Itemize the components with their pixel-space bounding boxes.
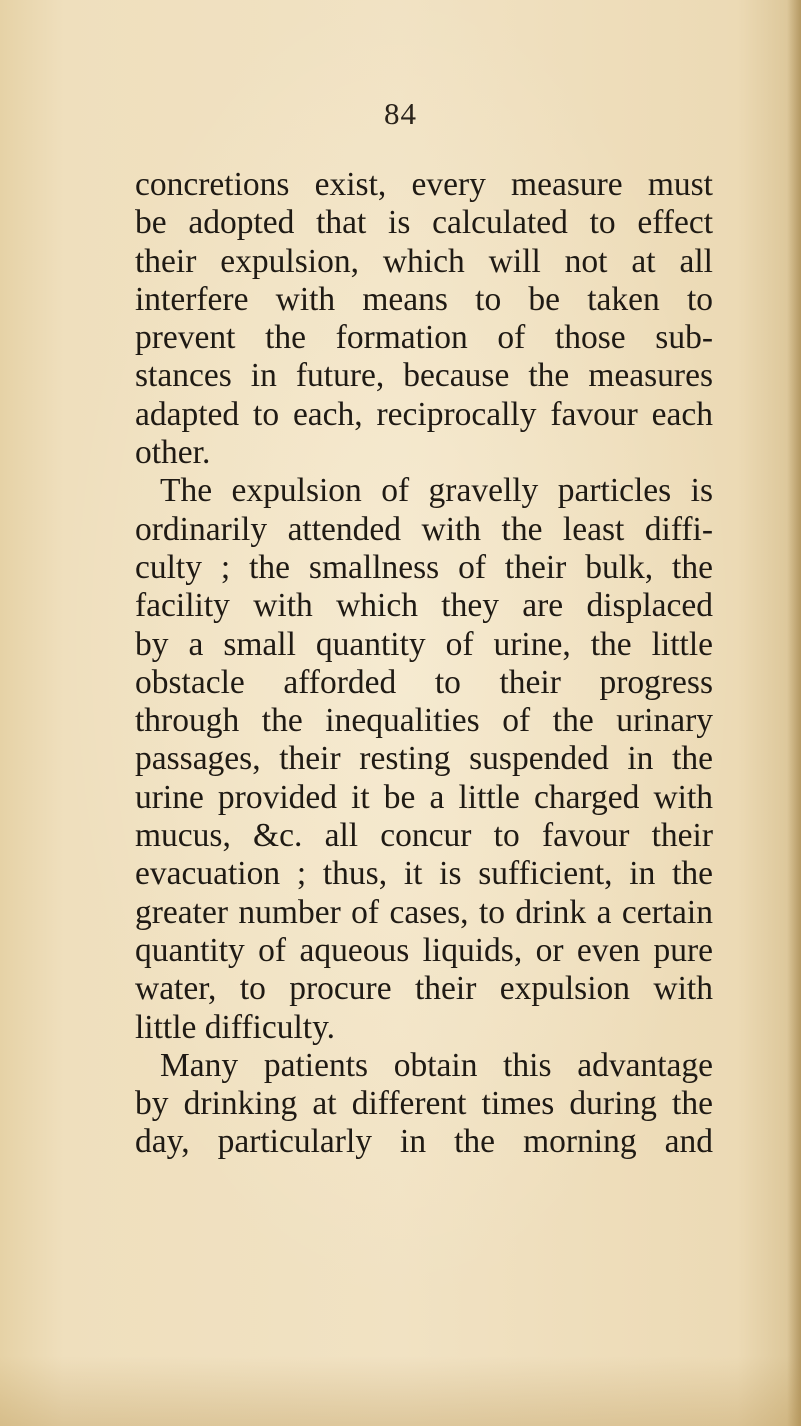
text-line: adapted to each, reciprocally favour each	[135, 395, 713, 433]
text-line: little difficulty.	[135, 1008, 336, 1046]
text-line: greater number of cases, to drink a certain	[135, 893, 713, 931]
text-line: mucus, &c. all concur to favour their	[135, 817, 713, 855]
text-line: prevent the formation of those sub-	[135, 319, 713, 357]
text-line: their expulsion, which will not at all	[135, 242, 713, 280]
page-edge-shadow	[787, 0, 801, 1426]
text-line: by drinking at different times during the	[135, 1085, 713, 1123]
text-line: evacuation ; thus, it is sufficient, in the	[135, 855, 713, 893]
text-line: passages, their resting suspended in the	[135, 740, 713, 778]
body-text	[135, 166, 713, 1162]
page-bottom-discoloration	[0, 1356, 801, 1426]
text-line: The expulsion of gravelly particles is	[160, 472, 713, 510]
text-line: water, to procure their expulsion with	[135, 970, 713, 1008]
text-line: day, particularly in the morning and	[135, 1123, 713, 1161]
page-number: 84	[384, 96, 417, 131]
text-line: ordinarily attended with the least diffi-	[135, 510, 713, 548]
text-line: be adopted that is calculated to effect	[135, 204, 713, 242]
text-line: interfere with means to be taken to	[135, 280, 713, 318]
text-line: facility with which they are displaced	[135, 587, 713, 625]
text-line: stances in future, because the measures	[135, 357, 713, 395]
text-line: urine provided it be a little charged with	[135, 778, 713, 816]
text-line: Many patients obtain this advantage	[160, 1046, 713, 1084]
text-line: quantity of aqueous liquids, or even pure	[135, 931, 713, 969]
text-line: concretions exist, every measure must	[135, 166, 713, 203]
text-line: by a small quantity of urine, the little	[135, 625, 713, 663]
text-line: through the inequalities of the urinary	[135, 702, 713, 740]
text-line: other.	[135, 434, 211, 472]
text-line: obstacle afforded to their progress	[135, 663, 713, 701]
text-line: culty ; the smallness of their bulk, the	[135, 548, 713, 586]
